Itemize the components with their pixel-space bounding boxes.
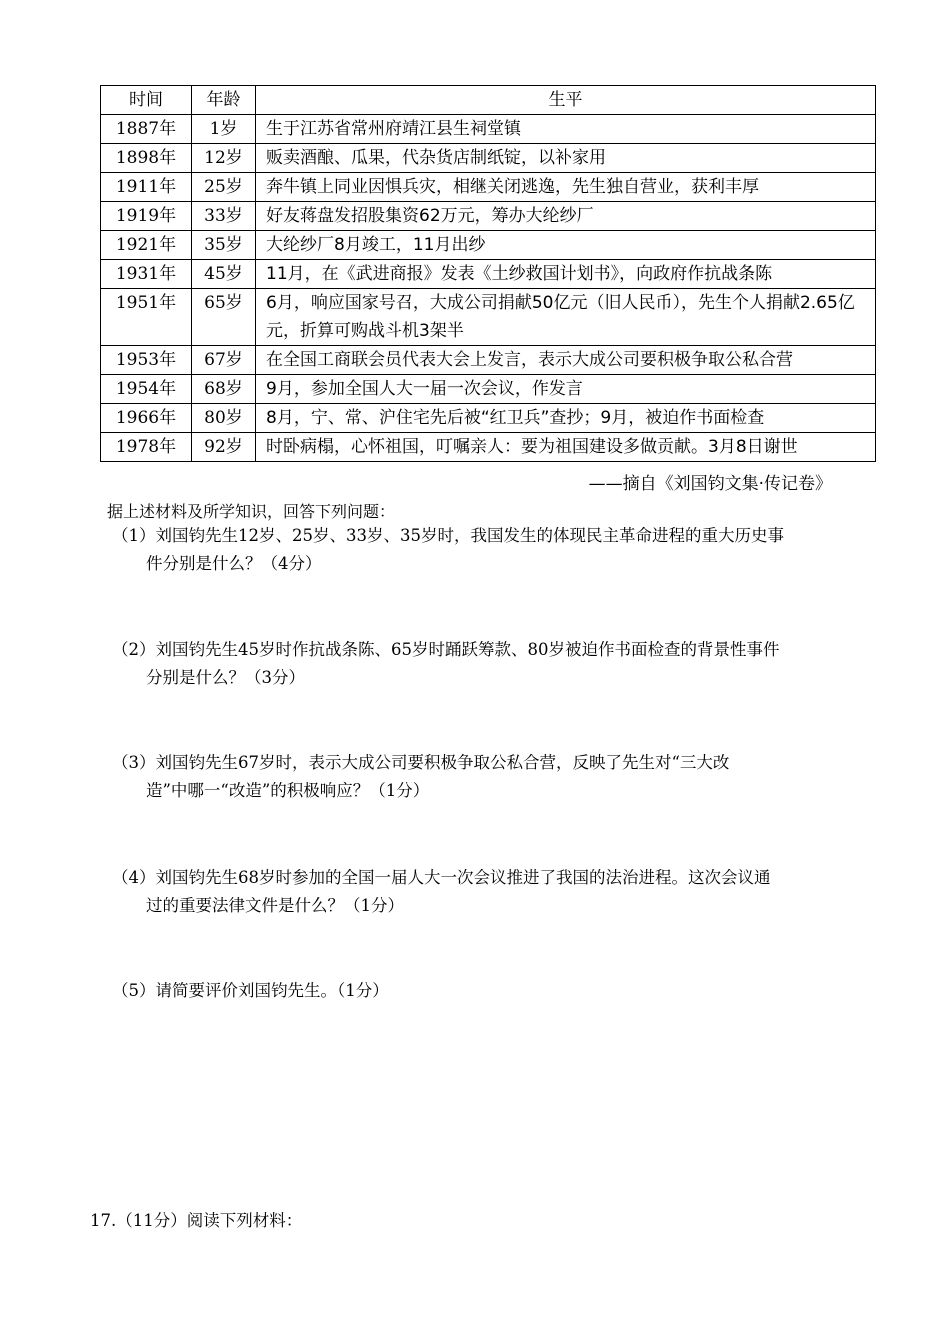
header-life: 生平 — [256, 86, 876, 115]
table-row — [101, 433, 876, 462]
table-row — [101, 346, 876, 375]
event-cell: 大纶纱厂8月竣工，11月出纱 — [256, 231, 876, 260]
age-cell: 12岁 — [192, 144, 256, 173]
question-2 — [112, 636, 862, 692]
age-cell: 68岁 — [192, 375, 256, 404]
year-cell: 1954年 — [101, 375, 192, 404]
age-cell: 65岁 — [192, 289, 256, 346]
table-row — [101, 115, 876, 144]
question-1 — [112, 522, 862, 578]
question-line: （2）刘国钧先生45岁时作抗战条陈、65岁时踊跃筹款、80岁被迫作书面检查的背景性事件 — [112, 640, 780, 659]
header-age: 年龄 — [192, 86, 256, 115]
table-row — [101, 260, 876, 289]
table-row — [101, 404, 876, 433]
question-3 — [112, 749, 862, 805]
table-row — [101, 231, 876, 260]
event-cell: 好友蒋盘发招股集资62万元，筹办大纶纱厂 — [256, 202, 876, 231]
question-line: 造”中哪一“改造”的积极响应？（1分） — [146, 781, 430, 800]
table-header-row — [101, 86, 876, 115]
year-cell: 1953年 — [101, 346, 192, 375]
event-cell: 9月，参加全国人大一届一次会议，作发言 — [256, 375, 876, 404]
age-cell: 67岁 — [192, 346, 256, 375]
question-4 — [112, 864, 862, 920]
event-cell: 在全国工商联会员代表大会上发言，表示大成公司要积极争取公私合营 — [256, 346, 876, 375]
year-cell: 1978年 — [101, 433, 192, 462]
table-row — [101, 144, 876, 173]
questions-intro: 据上述材料及所学知识，回答下列问题： — [107, 502, 396, 521]
source-citation: ——摘自《刘国钧文集·传记卷》 — [588, 474, 832, 494]
event-cell: 时卧病榻，心怀祖国，叮嘱亲人：要为祖国建设多做贡献。3月8日谢世 — [256, 433, 876, 462]
year-cell: 1951年 — [101, 289, 192, 346]
event-cell: 生于江苏省常州府靖江县生祠堂镇 — [256, 115, 876, 144]
question-line: （4）刘国钧先生68岁时参加的全国一届人大一次会议推进了我国的法治进程。这次会议通 — [112, 868, 771, 887]
question-line: （3）刘国钧先生67岁时，表示大成公司要积极争取公私合营，反映了先生对“三大改 — [112, 753, 730, 772]
age-cell: 92岁 — [192, 433, 256, 462]
table-row — [101, 375, 876, 404]
event-cell: 贩卖酒酿、瓜果，代杂货店制纸锭，以补家用 — [256, 144, 876, 173]
question-line: 过的重要法律文件是什么？（1分） — [146, 896, 404, 915]
table-row — [101, 289, 876, 346]
question-line: 件分别是什么？（4分） — [146, 554, 322, 573]
biography-table — [100, 85, 876, 462]
age-cell: 80岁 — [192, 404, 256, 433]
age-cell: 1岁 — [192, 115, 256, 144]
year-cell: 1911年 — [101, 173, 192, 202]
question-5 — [112, 977, 862, 1005]
event-cell: 8月，宁、常、沪住宅先后被“红卫兵”查抄；9月，被迫作书面检查 — [256, 404, 876, 433]
event-cell: 奔牛镇上同业因惧兵灾，相继关闭逃逸，先生独自营业，获利丰厚 — [256, 173, 876, 202]
event-cell: 6月，响应国家号召，大成公司捐献50亿元（旧人民币），先生个人捐献2.65亿元，折算可购战斗机3架半 — [256, 289, 876, 346]
year-cell: 1931年 — [101, 260, 192, 289]
age-cell: 25岁 — [192, 173, 256, 202]
year-cell: 1919年 — [101, 202, 192, 231]
age-cell: 33岁 — [192, 202, 256, 231]
question-line: （1）刘国钧先生12岁、25岁、33岁、35岁时，我国发生的体现民主革命进程的重大历史事 — [112, 526, 784, 545]
header-time: 时间 — [101, 86, 192, 115]
next-question-heading: 17.（11分）阅读下列材料： — [90, 1211, 303, 1230]
year-cell: 1966年 — [101, 404, 192, 433]
age-cell: 35岁 — [192, 231, 256, 260]
year-cell: 1887年 — [101, 115, 192, 144]
table-row — [101, 202, 876, 231]
question-line: 分别是什么？（3分） — [146, 668, 305, 687]
year-cell: 1921年 — [101, 231, 192, 260]
table-row — [101, 173, 876, 202]
question-line: （5）请简要评价刘国钧先生。（1分） — [112, 981, 389, 1000]
event-cell: 11月，在《武进商报》发表《土纱救国计划书》，向政府作抗战条陈 — [256, 260, 876, 289]
year-cell: 1898年 — [101, 144, 192, 173]
age-cell: 45岁 — [192, 260, 256, 289]
